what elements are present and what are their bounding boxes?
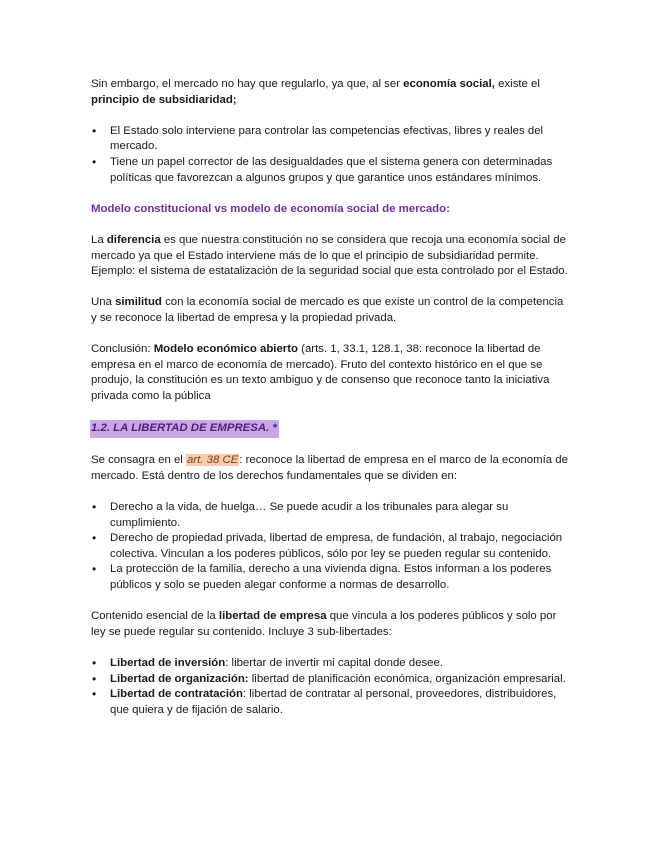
- paragraph-text: La: [91, 233, 107, 246]
- intro-bullet-list: [91, 124, 571, 186]
- intro-text: existe el: [494, 78, 540, 90]
- list-item: • El Estado solo interviene para controlar las competencias efectivas, libres y reales del mercado.: [91, 124, 571, 155]
- section-heading-line: [91, 420, 571, 438]
- freedom-description: libertad de planificación económica, organización empresarial.: [248, 672, 566, 685]
- difference-paragraph: [91, 233, 571, 280]
- article-reference: art. 38 CE: [187, 454, 239, 467]
- list-item: • La protección de la familia, derecho a una vivienda digna. Estos informan a los poderes públicos y solo se pueden alegar conforme a normas de desarrollo.: [91, 562, 571, 593]
- paragraph-text: Contenido esencial de la: [91, 610, 219, 623]
- intro-paragraph: [91, 77, 571, 108]
- bold-term: similitud: [115, 296, 162, 309]
- essential-paragraph: [91, 609, 571, 640]
- paragraph-text: que vincula a los poderes públicos y solo por ley se puede regular su contenido. Incluye 3 sub-libertades:: [91, 610, 557, 638]
- bold-term: diferencia: [106, 233, 161, 246]
- list-item: • Derecho a la vida, de huelga… Se puede acudir a los tribunales para alegar su cumplimiento.: [91, 500, 571, 531]
- intro-bold-term: economía social,: [403, 78, 495, 90]
- freedom-term: Libertad de inversión: [110, 656, 226, 669]
- freedom-term: Libertad de contratación: [110, 688, 243, 701]
- model-heading: Modelo constitucional vs modelo de economía social de mercado:: [91, 202, 450, 215]
- list-item: [91, 672, 571, 688]
- intro-text: Sin embargo, el mercado no hay que regularlo, ya que, al ser: [91, 78, 404, 90]
- conclusion-paragraph: [91, 342, 571, 404]
- paragraph-text: con la economía social de mercado es que existe un control de la competencia y se reconoce la libertad de empresa y la propiedad privada.: [91, 296, 564, 324]
- paragraph-text: es que nuestra constitución no se considera que recoja una economía social de mercado ya que el Estado interviene más de lo que el principio de subsidiaridad permite. Ejemplo: el sistema de estatalización de la seguridad social que esta controlado por el Estado.: [91, 233, 568, 278]
- article-paragraph: [91, 453, 571, 484]
- similarity-paragraph: [91, 295, 571, 326]
- freedom-description: : libertar de invertir mi capital donde desee.: [225, 656, 444, 669]
- list-item: [91, 656, 571, 672]
- freedom-description: : libertad de contratar al personal, proveedores, distribuidores, que quiera y de fijación de salario.: [110, 688, 557, 716]
- intro-bold-term: principio de subsidiaridad;: [91, 93, 237, 106]
- paragraph-text: : reconoce la libertad de empresa en el marco de la economía de mercado. Está dentro de los derechos fundamentales que se dividen en:: [91, 454, 568, 482]
- bold-term: Modelo económico abierto: [153, 343, 298, 356]
- list-item: [91, 687, 571, 718]
- rights-bullet-list: [91, 500, 571, 594]
- paragraph-text: Conclusión:: [91, 343, 154, 356]
- freedom-term: Libertad de organización:: [110, 672, 249, 685]
- list-item: • Tiene un papel corrector de las desigualdades que el sistema genera con determinadas políticas que favorezcan a algunos grupos y que garantice unos estándares mínimos.: [91, 155, 571, 186]
- paragraph-text: Una: [91, 296, 116, 309]
- sub-freedoms-list: [91, 656, 571, 718]
- list-item: • Derecho de propiedad privada, libertad de empresa, de fundación, al trabajo, negociación colectiva. Vinculan a los poderes públicos, sólo por ley se pueden regular su contenido.: [91, 531, 571, 562]
- document-page: [91, 77, 571, 718]
- section-heading: 1.2. LA LIBERTAD DE EMPRESA. *: [90, 420, 279, 438]
- paragraph-text: (arts. 1, 33.1, 128.1, 38: reconoce la libertad de empresa en el marco de economía de mercado). Fruto del contexto histórico en el que se produjo, la constitución es un texto ambiguo y de consenso que reconoce tanto la iniciativa privada como la pública: [91, 343, 550, 402]
- bold-term: libertad de empresa: [218, 610, 327, 623]
- paragraph-text: Se consagra en el: [91, 454, 186, 467]
